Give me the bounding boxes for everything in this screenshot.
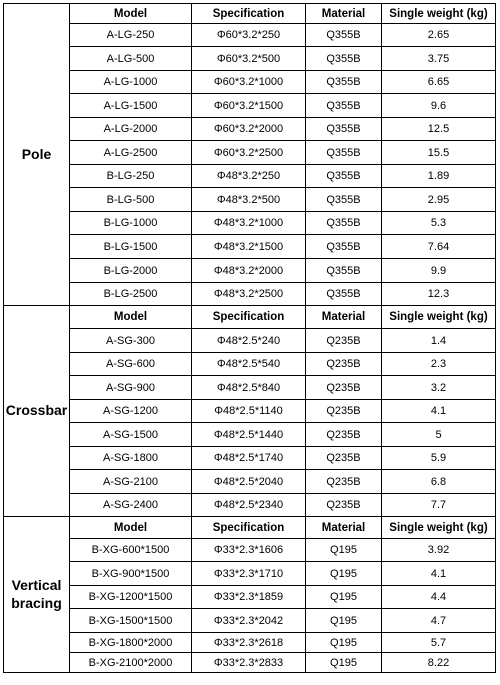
cell-spec: Φ48*2.5*1140 <box>192 400 306 423</box>
cell-model: B-XG-900*1500 <box>70 562 192 586</box>
column-header-model: Model <box>70 306 192 329</box>
table-row <box>4 400 496 423</box>
column-header-weight: Single weight (kg) <box>382 306 496 329</box>
cell-model: B-LG-500 <box>70 188 192 212</box>
cell-weight: 5.7 <box>382 633 496 653</box>
cell-weight: 5.9 <box>382 447 496 470</box>
cell-model: B-LG-1000 <box>70 212 192 235</box>
cell-material: Q195 <box>306 562 382 586</box>
cell-weight: 4.7 <box>382 609 496 633</box>
table-row <box>4 609 496 633</box>
cell-model: B-LG-1500 <box>70 235 192 259</box>
cell-model: B-XG-2100*2000 <box>70 653 192 673</box>
cell-weight: 1.4 <box>382 329 496 353</box>
cell-spec: Φ48*2.5*2340 <box>192 494 306 517</box>
cell-material: Q235B <box>306 400 382 423</box>
cell-material: Q355B <box>306 47 382 71</box>
cell-model: A-SG-2400 <box>70 494 192 517</box>
cell-weight: 4.1 <box>382 400 496 423</box>
cell-material: Q355B <box>306 212 382 235</box>
cell-material: Q195 <box>306 586 382 609</box>
cell-material: Q355B <box>306 259 382 283</box>
cell-model: B-XG-600*1500 <box>70 539 192 562</box>
cell-weight: 5 <box>382 423 496 447</box>
header-row <box>4 306 496 329</box>
column-header-material: Material <box>306 306 382 329</box>
table-row <box>4 47 496 71</box>
cell-spec: Φ48*2.5*540 <box>192 353 306 376</box>
cell-spec: Φ33*2.3*2618 <box>192 633 306 653</box>
cell-weight: 4.1 <box>382 562 496 586</box>
cell-weight: 7.7 <box>382 494 496 517</box>
cell-spec: Φ48*2.5*2040 <box>192 470 306 494</box>
cell-spec: Φ48*2.5*840 <box>192 376 306 400</box>
table-body <box>4 4 496 673</box>
cell-material: Q355B <box>306 235 382 259</box>
table-row <box>4 653 496 673</box>
table-row <box>4 188 496 212</box>
cell-material: Q235B <box>306 494 382 517</box>
cell-model: B-LG-2000 <box>70 259 192 283</box>
table-row <box>4 329 496 353</box>
table-row <box>4 235 496 259</box>
cell-model: A-LG-1000 <box>70 71 192 94</box>
group-label: Crossbar <box>4 306 70 517</box>
group-label: Pole <box>4 4 70 306</box>
cell-model: A-LG-1500 <box>70 94 192 118</box>
cell-model: A-SG-1500 <box>70 423 192 447</box>
cell-spec: Φ48*2.5*1440 <box>192 423 306 447</box>
cell-weight: 4.4 <box>382 586 496 609</box>
table-row <box>4 259 496 283</box>
cell-spec: Φ60*3.2*1500 <box>192 94 306 118</box>
cell-material: Q195 <box>306 653 382 673</box>
cell-model: A-SG-1800 <box>70 447 192 470</box>
table-row <box>4 447 496 470</box>
cell-spec: Φ60*3.2*250 <box>192 24 306 47</box>
cell-model: A-LG-250 <box>70 24 192 47</box>
cell-weight: 8.22 <box>382 653 496 673</box>
cell-spec: Φ33*2.3*1859 <box>192 586 306 609</box>
column-header-specification: Specification <box>192 306 306 329</box>
column-header-model: Model <box>70 4 192 24</box>
cell-weight: 3.75 <box>382 47 496 71</box>
column-header-weight: Single weight (kg) <box>382 517 496 539</box>
cell-material: Q235B <box>306 423 382 447</box>
cell-model: B-XG-1200*1500 <box>70 586 192 609</box>
cell-material: Q235B <box>306 376 382 400</box>
table-row <box>4 353 496 376</box>
cell-weight: 3.92 <box>382 539 496 562</box>
cell-material: Q235B <box>306 447 382 470</box>
cell-spec: Φ48*3.2*500 <box>192 188 306 212</box>
table-row <box>4 562 496 586</box>
cell-material: Q235B <box>306 470 382 494</box>
cell-weight: 6.65 <box>382 71 496 94</box>
cell-weight: 5.3 <box>382 212 496 235</box>
cell-weight: 2.95 <box>382 188 496 212</box>
cell-weight: 3.2 <box>382 376 496 400</box>
column-header-specification: Specification <box>192 517 306 539</box>
table-row <box>4 165 496 188</box>
cell-material: Q195 <box>306 609 382 633</box>
cell-material: Q355B <box>306 283 382 306</box>
cell-material: Q195 <box>306 539 382 562</box>
table-row <box>4 71 496 94</box>
table-row <box>4 212 496 235</box>
cell-weight: 2.65 <box>382 24 496 47</box>
cell-material: Q355B <box>306 141 382 165</box>
cell-spec: Φ48*3.2*1500 <box>192 235 306 259</box>
cell-material: Q355B <box>306 24 382 47</box>
table-row <box>4 470 496 494</box>
cell-weight: 6.8 <box>382 470 496 494</box>
table-row <box>4 633 496 653</box>
cell-spec: Φ60*3.2*2000 <box>192 118 306 141</box>
cell-material: Q355B <box>306 188 382 212</box>
cell-weight: 15.5 <box>382 141 496 165</box>
table-row <box>4 586 496 609</box>
cell-weight: 2.3 <box>382 353 496 376</box>
cell-model: B-LG-250 <box>70 165 192 188</box>
cell-spec: Φ33*2.3*1710 <box>192 562 306 586</box>
cell-spec: Φ48*2.5*1740 <box>192 447 306 470</box>
cell-spec: Φ48*3.2*2000 <box>192 259 306 283</box>
table-row <box>4 539 496 562</box>
cell-spec: Φ33*2.3*1606 <box>192 539 306 562</box>
cell-model: A-SG-300 <box>70 329 192 353</box>
cell-spec: Φ60*3.2*1000 <box>192 71 306 94</box>
cell-material: Q355B <box>306 118 382 141</box>
cell-spec: Φ33*2.3*2833 <box>192 653 306 673</box>
cell-material: Q235B <box>306 353 382 376</box>
cell-model: B-XG-1500*1500 <box>70 609 192 633</box>
table-row <box>4 494 496 517</box>
column-header-specification: Specification <box>192 4 306 24</box>
header-row <box>4 4 496 24</box>
cell-material: Q355B <box>306 165 382 188</box>
cell-spec: Φ48*3.2*1000 <box>192 212 306 235</box>
cell-spec: Φ48*3.2*2500 <box>192 283 306 306</box>
cell-spec: Φ48*3.2*250 <box>192 165 306 188</box>
column-header-material: Material <box>306 4 382 24</box>
cell-spec: Φ60*3.2*2500 <box>192 141 306 165</box>
table-row <box>4 24 496 47</box>
column-header-material: Material <box>306 517 382 539</box>
header-row <box>4 517 496 539</box>
table-row <box>4 423 496 447</box>
cell-model: B-LG-2500 <box>70 283 192 306</box>
table-row <box>4 283 496 306</box>
cell-weight: 9.9 <box>382 259 496 283</box>
group-label: Vertical bracing <box>4 517 70 673</box>
cell-weight: 9.6 <box>382 94 496 118</box>
cell-model: A-SG-600 <box>70 353 192 376</box>
cell-model: B-XG-1800*2000 <box>70 633 192 653</box>
cell-weight: 12.3 <box>382 283 496 306</box>
column-header-model: Model <box>70 517 192 539</box>
cell-model: A-LG-500 <box>70 47 192 71</box>
cell-spec: Φ48*2.5*240 <box>192 329 306 353</box>
cell-spec: Φ60*3.2*500 <box>192 47 306 71</box>
table-row <box>4 141 496 165</box>
cell-weight: 7.64 <box>382 235 496 259</box>
cell-model: A-LG-2500 <box>70 141 192 165</box>
cell-model: A-LG-2000 <box>70 118 192 141</box>
cell-spec: Φ33*2.3*2042 <box>192 609 306 633</box>
cell-model: A-SG-1200 <box>70 400 192 423</box>
cell-weight: 1.89 <box>382 165 496 188</box>
specification-table <box>3 3 496 673</box>
table-row <box>4 94 496 118</box>
table-row <box>4 376 496 400</box>
cell-weight: 12.5 <box>382 118 496 141</box>
cell-material: Q235B <box>306 329 382 353</box>
cell-model: A-SG-900 <box>70 376 192 400</box>
table-row <box>4 118 496 141</box>
column-header-weight: Single weight (kg) <box>382 4 496 24</box>
cell-material: Q355B <box>306 71 382 94</box>
cell-material: Q355B <box>306 94 382 118</box>
cell-model: A-SG-2100 <box>70 470 192 494</box>
cell-material: Q195 <box>306 633 382 653</box>
